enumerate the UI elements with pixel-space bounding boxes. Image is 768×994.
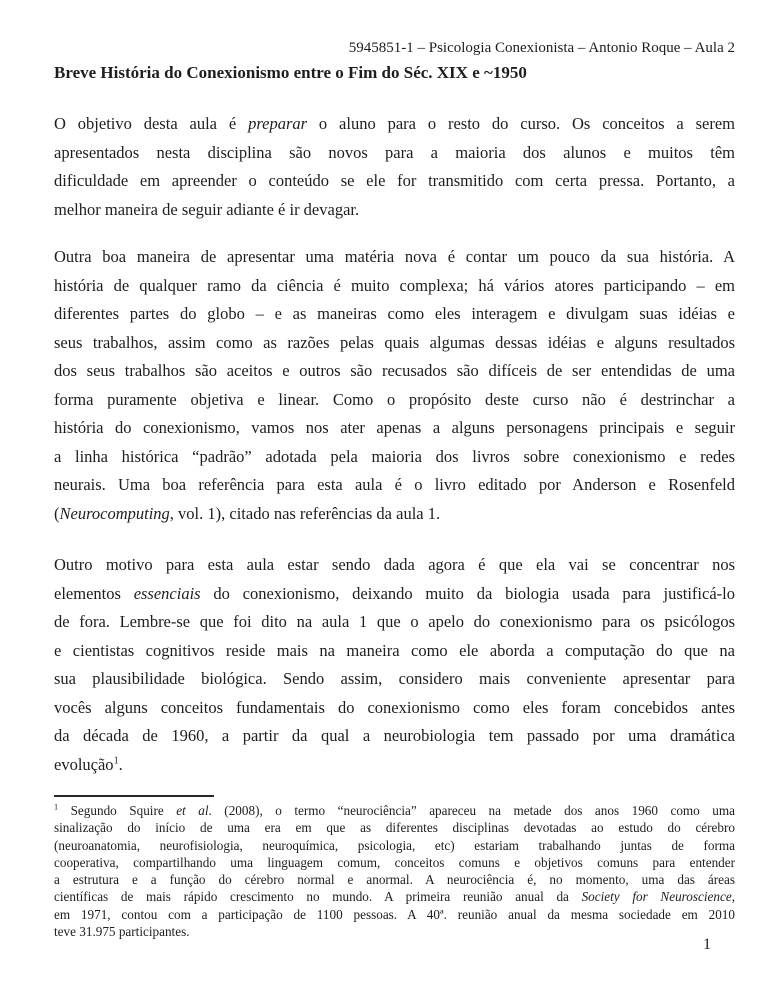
text-run: sinalização do início de uma era em que as diferentes disciplinas devotadas ao estudo do cérebro xyxy=(54,820,735,836)
text-run: dificuldade em apreender o conteúdo se ele for transmitido com certa pressa. Portanto, a xyxy=(54,171,735,190)
paragraph-2 xyxy=(54,243,735,528)
text-run: Segundo Squire xyxy=(58,803,177,818)
text-run: história de qualquer ramo da ciência é muito complexa; há vários atores participando – em xyxy=(54,275,735,295)
text-line xyxy=(54,272,735,301)
text-line xyxy=(54,443,735,472)
text-run: cooperativa, compartilhando uma linguagem comum, conceitos comuns e objetivos comuns para entender xyxy=(54,854,735,870)
text-line xyxy=(54,819,735,836)
text-run: história do conexionismo, vamos nos ater apenas a alguns personagens principais e seguir xyxy=(54,418,735,437)
text-line xyxy=(54,722,735,751)
superscript-ref: 1 xyxy=(54,802,59,812)
text-line xyxy=(54,357,735,386)
text-run: em 1971, contou com a participação de 1100 pessoas. A 40ª. reunião anual da mesma sociedade em 2010 xyxy=(54,906,735,922)
text-run: , vol. 1), citado nas referências da aula 1. xyxy=(169,503,441,523)
page-title: Breve História do Conexionismo entre o Fim do Séc. XIX e ~1950 xyxy=(54,63,527,82)
text-line xyxy=(54,139,735,168)
text-run: Outro motivo para esta aula estar sendo dada agora é que ela vai se concentrar nos xyxy=(54,555,735,574)
text-line xyxy=(54,300,735,329)
text-run: vocês alguns conceitos fundamentais do conexionismo como eles foram concebidos antes xyxy=(54,697,735,717)
paragraph-1 xyxy=(54,110,735,224)
text-run: neurais. Uma boa referência para esta aula é o livro editado por Anderson e Rosenfeld xyxy=(54,475,735,494)
text-run: o aluno para o resto do curso. Os conceitos a serem xyxy=(307,114,735,133)
text-run: teve 31.975 participantes. xyxy=(54,924,190,940)
text-line xyxy=(54,837,735,854)
text-run: evolução xyxy=(54,754,114,774)
text-run: , xyxy=(731,889,735,905)
text-run: (neuroanatomia, neurofisiologia, neuroquímica, psicologia, etc) estariam trabalhando juntas de forma xyxy=(54,837,735,853)
running-header: 5945851-1 – Psicologia Conexionista – Antonio Roque – Aula 2 xyxy=(348,40,735,56)
text-line xyxy=(54,802,735,819)
text-line xyxy=(54,243,735,272)
text-run: a linha histórica “padrão” adotada pela maioria dos livros sobre conexionismo e redes xyxy=(54,446,735,466)
text-run: da década de 1960, a partir da qual a neurobiologia tem passado por uma dramática xyxy=(54,726,735,745)
text-run: preparar xyxy=(248,114,308,133)
text-run: essenciais xyxy=(133,583,201,603)
text-line xyxy=(54,580,735,609)
text-line xyxy=(54,471,735,500)
text-line xyxy=(54,751,735,780)
text-run: diferentes partes do globo – e as maneiras como eles interagem e divulgam suas idéias e xyxy=(54,304,735,323)
text-line xyxy=(54,196,735,225)
text-line xyxy=(54,665,735,694)
text-run: melhor maneira de seguir adiante é ir devagar. xyxy=(54,199,360,219)
text-run: a estrutura e a função do cérebro normal e anormal. A neurociência é, no momento, uma das áreas xyxy=(54,872,735,888)
footnote-text xyxy=(54,802,735,940)
text-run: et al xyxy=(176,803,209,818)
text-line xyxy=(54,414,735,443)
footnote-separator xyxy=(54,795,214,797)
text-line xyxy=(54,110,735,139)
text-run: e cientistas cognitivos reside mais na maneira como ele aborda a computação do que na xyxy=(54,640,735,660)
text-line xyxy=(54,167,735,196)
text-line xyxy=(54,329,735,358)
text-run: dos seus trabalhos são aceitos e outros são recusados são difíceis de ser entendidas de uma xyxy=(54,361,735,380)
text-line xyxy=(54,888,735,905)
text-line xyxy=(54,608,735,637)
text-run: sua plausibilidade biológica. Sendo assim, considero mais conveniente apresentar para xyxy=(54,669,735,688)
text-line xyxy=(54,637,735,666)
text-line xyxy=(54,854,735,871)
text-line xyxy=(54,551,735,580)
text-run: do conexionismo, deixando muito da biologia usada para justificá-lo xyxy=(200,583,735,603)
text-line xyxy=(54,694,735,723)
text-line xyxy=(54,386,735,415)
text-run: Outra boa maneira de apresentar uma matéria nova é contar um pouco da sua história. A xyxy=(54,247,735,266)
text-run: . xyxy=(118,754,123,774)
text-run: Neurocomputing xyxy=(59,503,170,523)
text-run: seus trabalhos, assim como as razões pelas quais algumas dessas idéias e alguns resultados xyxy=(54,332,735,352)
text-line xyxy=(54,871,735,888)
text-line xyxy=(54,500,735,529)
text-run: . (2008), o termo “neurociência” apareceu na metade dos anos 1960 como uma xyxy=(208,803,735,818)
text-run: forma puramente objetiva e linear. Como o propósito deste curso não é destrinchar a xyxy=(54,389,735,409)
text-run: Society for Neuroscience xyxy=(581,889,732,905)
text-run: de fora. Lembre-se que foi dito na aula 1 que o apelo do conexionismo para os psicólogos xyxy=(54,612,735,631)
text-line xyxy=(54,906,735,923)
text-run: O objetivo desta aula é xyxy=(54,114,249,133)
paragraph-3 xyxy=(54,551,735,779)
text-line xyxy=(54,923,735,940)
text-run: ( xyxy=(54,503,60,523)
page-number: 1 xyxy=(703,936,711,953)
text-run: elementos xyxy=(54,583,134,603)
text-run: apresentados nesta disciplina são novos para a maioria dos alunos e muitos têm xyxy=(54,142,735,162)
text-run: científicas de mais rápido crescimento no mundo. A primeira reunião anual da xyxy=(54,889,582,905)
superscript-ref: 1 xyxy=(113,755,119,766)
